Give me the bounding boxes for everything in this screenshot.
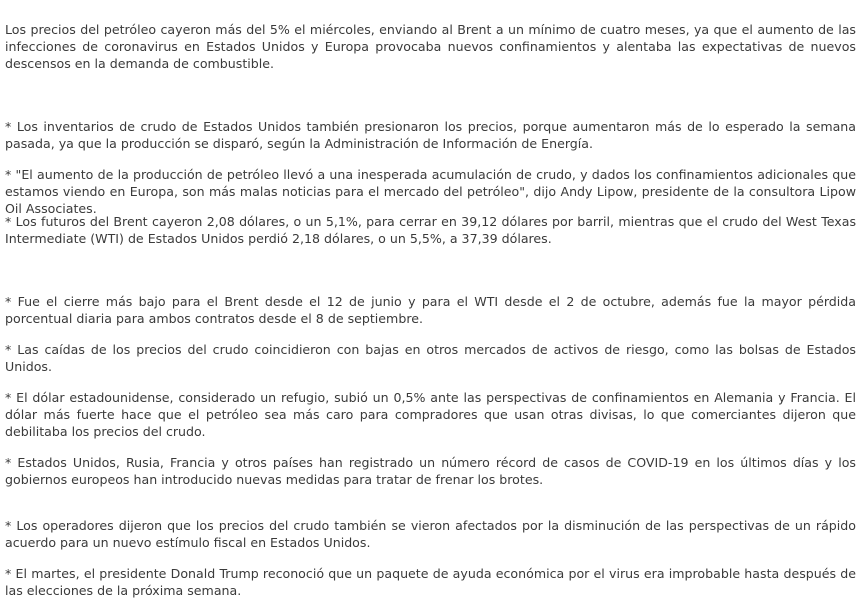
article-paragraph-dollar: * El dólar estadounidense, considerado un refugio, subió un 0,5% ante las perspectivas de confinamientos en Alemania y Francia. El dólar más fuerte hace que el petróleo sea más caro para compradores que usan otras divisas, lo que comerciantes dijeron que debilitaba los precios del crudo.	[5, 390, 856, 439]
article-paragraph-lowest-close: * Fue el cierre más bajo para el Brent desde el 12 de junio y para el WTI desde el 2 de octubre, además fue la mayor pérdida porcentual diaria para ambos contratos desde el 8 de septiembre.	[5, 294, 856, 326]
article-paragraph-inventories: * Los inventarios de crudo de Estados Unidos también presionaron los precios, porque aumentaron más de lo esperado la semana pasada, ya que la producción se disparó, según la Administración de Información de Energía.	[5, 119, 856, 151]
article-paragraph-futures: * Los futuros del Brent cayeron 2,08 dólares, o un 5,1%, para cerrar en 39,12 dólares por barril, mientras que el crudo del West Texas Intermediate (WTI) de Estados Unidos perdió 2,18 dólares, o un 5,5%, a 37,39 dólares.	[5, 214, 856, 246]
article-paragraph-quote: * "El aumento de la producción de petróleo llevó a una inesperada acumulación de crudo, y dados los confinamientos adicionales que estamos viendo en Europa, son más malas noticias para el mercado del petróleo", dijo Andy Lipow, presidente de la consultora Lipow Oil Associates.	[5, 167, 856, 216]
article-paragraph-covid-cases: * Estados Unidos, Rusia, Francia y otros países han registrado un número récord de casos de COVID-19 en los últimos días y los gobiernos europeos han introducido nuevas medidas para tratar de frenar los brotes.	[5, 455, 856, 487]
article-paragraph-trump: * El martes, el presidente Donald Trump reconoció que un paquete de ayuda económica por el virus era improbable hasta después de las elecciones de la próxima semana.	[5, 566, 856, 598]
article-paragraph-intro: Los precios del petróleo cayeron más del 5% el miércoles, enviando al Brent a un mínimo de cuatro meses, ya que el aumento de las infecciones de coronavirus en Estados Unidos y Europa provocaba nuevos confinamientos y alentaba las expectativas de nuevos descensos en la demanda de combustible.	[5, 22, 856, 71]
article-paragraph-stimulus: * Los operadores dijeron que los precios del crudo también se vieron afectados por la disminución de las perspectivas de un rápido acuerdo para un nuevo estímulo fiscal en Estados Unidos.	[5, 518, 856, 550]
article-paragraph-risk-assets: * Las caídas de los precios del crudo coincidieron con bajas en otros mercados de activos de riesgo, como las bolsas de Estados Unidos.	[5, 342, 856, 374]
